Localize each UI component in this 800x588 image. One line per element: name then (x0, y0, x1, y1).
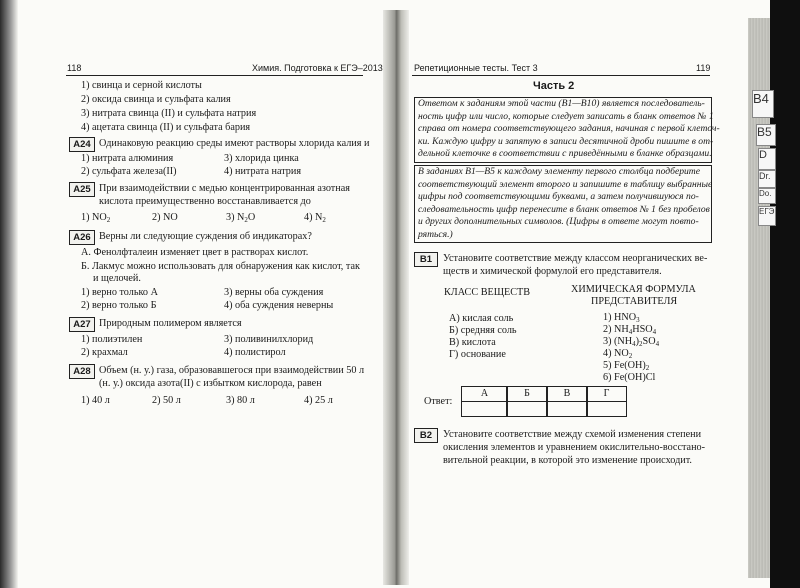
statement-b: Б. Лакмус можно использовать для обнаружения как кислот, так (81, 261, 360, 272)
option: 1) $NO_2$ (81, 212, 111, 224)
question-a26: Верны ли следующие суждения об индикаторах? (99, 231, 312, 242)
question-a28-line2: (н. у.) оксида азота(II) с избытком кислорода, равен (99, 378, 322, 389)
option: 4) $N_2$ (304, 212, 326, 224)
column-head-formulas: ХИМИЧЕСКАЯ ФОРМУЛА (571, 284, 696, 295)
instruction-line: соответствующий элемент второго и запишите в таблицу выбранные (418, 178, 713, 190)
bookmark-tab: B5 (756, 124, 776, 146)
task-label-b1: B1 (414, 252, 438, 267)
task-label-a28: A28 (69, 364, 95, 379)
question-b2-line2: окисления элементов и уравнением окислительно-восстано- (443, 442, 706, 453)
answer-cell[interactable] (546, 401, 588, 417)
page-number-right: 119 (696, 63, 711, 73)
question-b1-line1: Установите соответствие между классом неорганических ве- (443, 253, 708, 264)
instruction-line: Ответом к заданиям этой части (В1—В10) является последователь- (418, 98, 705, 109)
instruction-line: дельной клеточке в соответствии с приведёнными в бланке образцами. (418, 148, 712, 159)
instruction-line: справа от номера соответствующего задания, начиная с первой клеточ- (418, 123, 720, 134)
option: 2) оксида свинца и сульфата калия (81, 94, 231, 105)
formula-item: 3) $(NH_4)_2SO_4$ (603, 336, 660, 348)
bookmark-tab: B4 (752, 90, 774, 118)
question-b2-line1: Установите соответствие между схемой изменения степени (443, 429, 702, 440)
question-a27: Природным полимером является (99, 318, 242, 329)
answer-letter: А (461, 386, 508, 402)
instruction-line: ность цифр или число, которые следует записать в бланк ответов № 1 (418, 110, 714, 122)
option: 3) хлорида цинка (224, 153, 299, 164)
class-item: В) кислота (449, 337, 496, 348)
answer-letter: В (546, 386, 588, 402)
question-a28-line1: Объем (н. у.) газа, образовавшегося при взаимодействии 50 л (99, 365, 365, 376)
option: 4) нитрата натрия (224, 166, 302, 177)
column-head-classes: КЛАСС ВЕЩЕСТВ (444, 287, 531, 298)
bookmark-tab: ЕГЭ (758, 206, 776, 226)
option: 3) верны оба суждения (224, 287, 324, 298)
option: 3) $N_2O$ (226, 212, 256, 224)
scan-border-right (770, 0, 800, 588)
class-item: Г) основание (449, 349, 506, 360)
instruction-line: цифры под соответствующими буквами, а затем получившуюся по- (418, 191, 699, 202)
option: 2) сульфата железа(II) (81, 166, 177, 177)
formula-item: 5) $Fe(OH)_2$ (603, 360, 650, 372)
bookmark-tab: D (758, 148, 776, 170)
task-label-b2: B2 (414, 428, 438, 443)
question-b2-line3: вительной реакции, в которой это изменение происходит. (443, 455, 692, 466)
option: 1) полиэтилен (81, 334, 143, 345)
task-label-a24: A24 (69, 137, 95, 152)
formula-item: 2) $NH_4HSO_4$ (603, 324, 657, 336)
question-a25-line1: При взаимодействии с медью концентрированная азотная (99, 183, 350, 194)
task-label-a27: A27 (69, 317, 95, 332)
option: 4) полистирол (224, 347, 286, 358)
option: 2) NO (152, 212, 178, 223)
answer-letter: Б (506, 386, 548, 402)
page-number-left: 118 (67, 63, 82, 73)
task-label-a26: A26 (69, 230, 95, 245)
statement-a: А. Фенолфталеин изменяет цвет в растворах кислот. (81, 247, 309, 258)
option: 3) 80 л (226, 395, 255, 406)
option: 4) оба суждения неверны (224, 300, 334, 311)
instruction-line: следовательность цифр перенесите в бланк ответов № 1 без пробелов (418, 203, 710, 215)
task-label-a25: A25 (69, 182, 95, 197)
option: 1) 40 л (81, 395, 110, 406)
part-title: Часть 2 (533, 80, 575, 92)
formula-item: 6) Fe(OH)Cl (603, 372, 656, 383)
bookmark-tab: Dr. (758, 170, 776, 188)
option: 1) свинца и серной кислоты (81, 80, 202, 91)
statement-b-cont: и щелочей. (93, 273, 141, 284)
answer-label: Ответ: (424, 396, 453, 407)
instruction-line: ряться.) (418, 228, 453, 240)
instruction-line: ки. Каждую цифру и запятую в записи десятичной дроби пишите в от- (418, 135, 714, 147)
bookmark-tab: Do. (758, 188, 776, 204)
answer-cell[interactable] (506, 401, 548, 417)
question-b1-line2: ществ и химической формулой его представителя. (443, 266, 662, 277)
option: 2) 50 л (152, 395, 181, 406)
scan-shadow-left (0, 0, 18, 588)
answer-letter: Г (586, 386, 627, 402)
answer-cell[interactable] (461, 401, 508, 417)
running-head-left: Химия. Подготовка к ЕГЭ–2013 (252, 63, 383, 73)
instruction-line: В заданиях В1—В5 к каждому элементу первого столбца подберите (418, 166, 700, 177)
class-item: А) кислая соль (449, 313, 514, 324)
answer-cell[interactable] (586, 401, 627, 417)
question-a25-line2: кислота преимущественно восстанавливается до (99, 196, 311, 207)
question-a24: Одинаковую реакцию среды имеют растворы хлорида калия и (99, 138, 370, 149)
option: 3) поливинилхлорид (224, 334, 314, 345)
formula-item: 1) $HNO_3$ (603, 312, 640, 324)
formula-item: 4) $NO_2$ (603, 348, 633, 360)
book-gutter (383, 10, 409, 585)
option: 2) верно только Б (81, 300, 157, 311)
option: 1) нитрата алюминия (81, 153, 174, 164)
option: 4) ацетата свинца (II) и сульфата бария (81, 122, 251, 133)
option: 1) верно только А (81, 287, 158, 298)
option: 3) нитрата свинца (II) и сульфата натрия (81, 108, 257, 119)
class-item: Б) средняя соль (449, 325, 517, 336)
option: 2) крахмал (81, 347, 128, 358)
column-head-formulas-2: ПРЕДСТАВИТЕЛЯ (591, 296, 678, 307)
option: 4) 25 л (304, 395, 333, 406)
running-head-right: Репетиционные тесты. Тест 3 (414, 63, 538, 73)
instruction-line: и других дополнительных символов. (Цифры в ответе могут повто- (418, 216, 699, 227)
